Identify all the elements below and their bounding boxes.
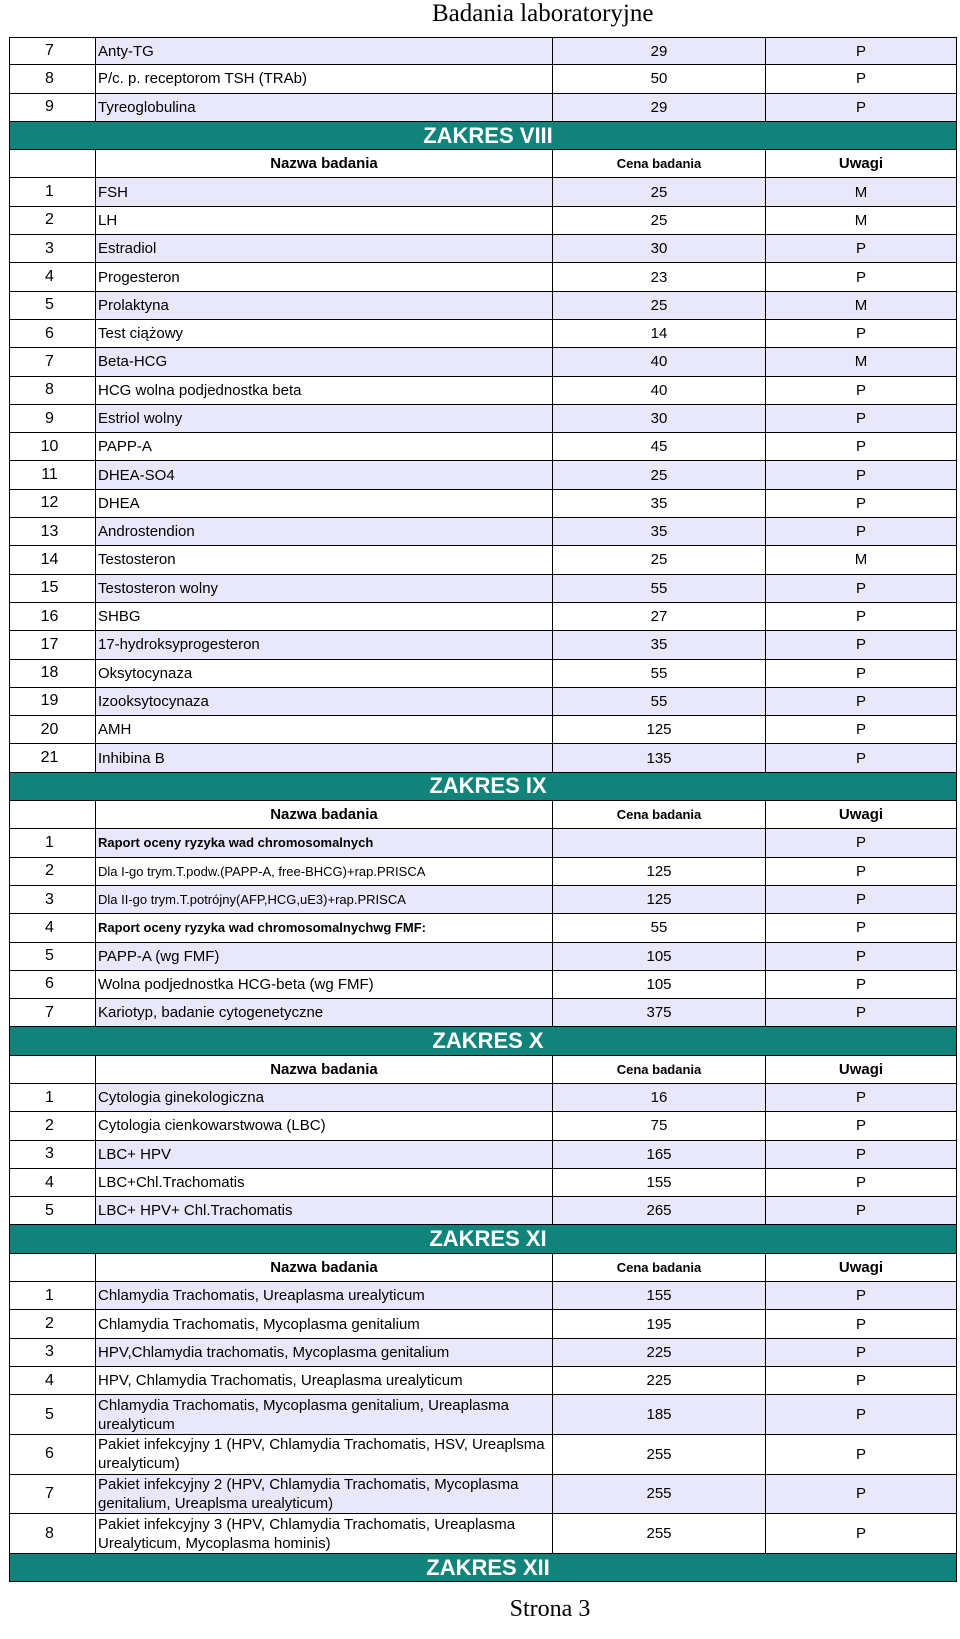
row-number: 6 (45, 975, 54, 993)
table-row (9, 858, 957, 886)
column-header-price: Cena badania (552, 1056, 765, 1083)
test-notes: P (765, 94, 956, 121)
column-header-row (9, 1056, 957, 1084)
table-row (9, 1169, 957, 1197)
test-name: PAPP-A (wg FMF) (95, 943, 552, 970)
test-notes: P (765, 1282, 956, 1309)
row-number: 7 (45, 352, 54, 370)
test-name: PAPP-A (95, 433, 552, 460)
column-header-name: Nazwa badania (95, 150, 552, 177)
row-number: 17 (40, 635, 59, 653)
test-notes: M (765, 292, 956, 319)
test-name: 17-hydroksyprogesteron (95, 631, 552, 658)
row-number: 18 (40, 664, 59, 682)
column-header-name: Nazwa badania (95, 1056, 552, 1083)
test-price: 125 (552, 886, 765, 913)
test-name: Progesteron (95, 263, 552, 290)
test-price: 105 (552, 943, 765, 970)
test-notes: P (765, 490, 956, 517)
table-row (9, 1367, 957, 1395)
test-price: 255 (552, 1475, 765, 1514)
test-notes: P (765, 235, 956, 262)
row-number: 7 (45, 1003, 54, 1021)
test-name: HPV, Chlamydia Trachomatis, Ureaplasma urealyticum (95, 1367, 552, 1394)
row-number: 5 (45, 1201, 54, 1219)
row-number: 3 (45, 890, 54, 908)
test-name: Anty-TG (95, 38, 552, 64)
test-notes: P (765, 1395, 956, 1434)
row-number: 9 (45, 409, 54, 427)
test-price: 375 (552, 999, 765, 1026)
test-price: 25 (552, 178, 765, 205)
test-price: 105 (552, 971, 765, 998)
test-price: 135 (552, 744, 765, 771)
row-number: 4 (45, 1371, 54, 1389)
column-header-number (10, 150, 95, 177)
table-row (9, 1282, 957, 1310)
column-header-price: Cena badania (552, 150, 765, 177)
test-notes: P (765, 263, 956, 290)
test-name: Test ciążowy (95, 320, 552, 347)
table-row (9, 688, 957, 716)
test-notes: P (765, 943, 956, 970)
row-number: 1 (45, 1286, 54, 1304)
test-notes: P (765, 914, 956, 941)
test-notes: P (765, 1310, 956, 1337)
test-name: DHEA (95, 490, 552, 517)
row-number: 8 (45, 1524, 54, 1542)
test-name: Estradiol (95, 235, 552, 262)
test-notes: P (765, 1112, 956, 1139)
test-price: 50 (552, 65, 765, 92)
test-name: Cytologia cienkowarstwowa (LBC) (95, 1112, 552, 1139)
column-header-number (10, 1254, 95, 1281)
row-number: 5 (45, 296, 54, 314)
test-price: 55 (552, 688, 765, 715)
test-notes: P (765, 1514, 956, 1553)
section-title: ZAKRES X (9, 1027, 957, 1055)
test-price: 25 (552, 546, 765, 573)
test-notes: P (765, 433, 956, 460)
test-name: Wolna podjednostka HCG-beta (wg FMF) (95, 971, 552, 998)
test-price: 29 (552, 38, 765, 64)
test-price: 25 (552, 461, 765, 488)
row-number: 7 (45, 42, 54, 60)
table-row (9, 716, 957, 744)
test-notes: P (765, 999, 956, 1026)
test-notes: P (765, 405, 956, 432)
test-price: 25 (552, 292, 765, 319)
table-row (9, 292, 957, 320)
test-notes: P (765, 1367, 956, 1394)
test-name: Oksytocynaza (95, 660, 552, 687)
test-notes: P (765, 631, 956, 658)
test-price: 225 (552, 1339, 765, 1366)
test-price: 55 (552, 660, 765, 687)
table-row (9, 235, 957, 263)
test-notes: M (765, 348, 956, 375)
test-name: HPV,Chlamydia trachomatis, Mycoplasma genitalium (95, 1339, 552, 1366)
table-row (9, 943, 957, 971)
row-number: 3 (45, 239, 54, 257)
test-price: 255 (552, 1435, 765, 1474)
section-title: ZAKRES IX (9, 773, 957, 801)
table-row (9, 263, 957, 291)
test-name: SHBG (95, 603, 552, 630)
table-row (9, 575, 957, 603)
table-row (9, 914, 957, 942)
page-header (0, 0, 960, 36)
test-name: LBC+Chl.Trachomatis (95, 1169, 552, 1196)
test-price: 265 (552, 1197, 765, 1224)
test-notes: P (765, 971, 956, 998)
row-number: 2 (45, 862, 54, 880)
test-notes: P (765, 38, 956, 64)
row-number: 8 (45, 69, 54, 87)
test-price: 35 (552, 631, 765, 658)
test-notes: M (765, 207, 956, 234)
column-header-row (9, 1254, 957, 1282)
test-name: LBC+ HPV (95, 1141, 552, 1168)
test-notes: P (765, 518, 956, 545)
test-price: 55 (552, 575, 765, 602)
table-row (9, 37, 957, 65)
row-number: 8 (45, 381, 54, 399)
test-price: 35 (552, 490, 765, 517)
test-notes: P (765, 575, 956, 602)
test-name: Dla I-go trym.T.podw.(PAPP-A, free-BHCG)+rap.PRISCA (95, 858, 552, 885)
table-row (9, 971, 957, 999)
column-header-row (9, 150, 957, 178)
test-notes: P (765, 1084, 956, 1111)
row-number: 2 (45, 1116, 54, 1134)
test-price: 165 (552, 1141, 765, 1168)
test-price: 155 (552, 1169, 765, 1196)
test-notes: P (765, 1435, 956, 1474)
test-name: Raport oceny ryzyka wad chromosomalnychwg FMF: (95, 914, 552, 941)
test-notes: P (765, 688, 956, 715)
column-header-price: Cena badania (552, 1254, 765, 1281)
test-name: Beta-HCG (95, 348, 552, 375)
test-name: AMH (95, 716, 552, 743)
row-number: 5 (45, 1405, 54, 1423)
test-notes: P (765, 1339, 956, 1366)
test-price: 27 (552, 603, 765, 630)
column-header-notes: Uwagi (765, 1056, 956, 1083)
test-price (552, 829, 765, 856)
row-number: 5 (45, 947, 54, 965)
table-row (9, 348, 957, 376)
test-notes: P (765, 320, 956, 347)
table-row (9, 999, 957, 1027)
test-notes: P (765, 716, 956, 743)
test-price: 16 (552, 1084, 765, 1111)
test-price: 30 (552, 235, 765, 262)
row-number: 12 (40, 494, 59, 512)
row-number: 4 (45, 1173, 54, 1191)
test-price: 30 (552, 405, 765, 432)
test-notes: P (765, 858, 956, 885)
column-header-name: Nazwa badania (95, 801, 552, 828)
test-notes: P (765, 660, 956, 687)
row-number: 3 (45, 1343, 54, 1361)
row-number: 7 (45, 1484, 54, 1502)
section-title: ZAKRES XI (9, 1225, 957, 1253)
test-name: DHEA-SO4 (95, 461, 552, 488)
table-row (9, 94, 957, 122)
test-notes: P (765, 1141, 956, 1168)
test-name: P/c. p. receptorom TSH (TRAb) (95, 65, 552, 92)
row-number: 4 (45, 268, 54, 286)
test-notes: P (765, 1197, 956, 1224)
test-name: Estriol wolny (95, 405, 552, 432)
test-notes: P (765, 377, 956, 404)
test-price: 75 (552, 1112, 765, 1139)
row-number: 2 (45, 1315, 54, 1332)
test-name: Cytologia ginekologiczna (95, 1084, 552, 1111)
row-number: 9 (45, 98, 54, 116)
section-title: ZAKRES VIII (9, 122, 957, 150)
test-notes: P (765, 461, 956, 488)
test-notes: P (765, 886, 956, 913)
table-row (9, 1197, 957, 1225)
table-row (9, 603, 957, 631)
test-notes: M (765, 546, 956, 573)
test-price: 125 (552, 716, 765, 743)
row-number: 1 (45, 183, 54, 201)
table-row (9, 405, 957, 433)
test-price: 195 (552, 1310, 765, 1337)
page-number: Strona 3 (509, 1596, 591, 1622)
page-title: Badania laboratoryjne (432, 0, 654, 27)
test-price: 25 (552, 207, 765, 234)
test-notes: P (765, 829, 956, 856)
row-number: 16 (40, 607, 59, 625)
column-header-row (9, 801, 957, 829)
test-name: Prolaktyna (95, 292, 552, 319)
test-notes: P (765, 603, 956, 630)
row-number: 13 (40, 522, 59, 540)
test-name: Tyreoglobulina (95, 94, 552, 121)
test-notes: P (765, 1169, 956, 1196)
test-name: Chlamydia Trachomatis, Ureaplasma urealyticum (95, 1282, 552, 1309)
table-row (9, 178, 957, 206)
table-row (9, 1084, 957, 1112)
row-number: 6 (45, 1445, 54, 1463)
table-row (9, 829, 957, 857)
test-name: Testosteron (95, 546, 552, 573)
row-number: 2 (45, 211, 54, 229)
table-row (9, 207, 957, 235)
table-row (9, 660, 957, 688)
test-price: 23 (552, 263, 765, 290)
test-price: 40 (552, 348, 765, 375)
column-header-notes: Uwagi (765, 1254, 956, 1281)
row-number: 4 (45, 918, 54, 936)
row-number: 15 (40, 579, 59, 597)
table-row (9, 1339, 957, 1367)
table-row (9, 1141, 957, 1169)
column-header-notes: Uwagi (765, 801, 956, 828)
test-notes: P (765, 744, 956, 771)
table-row (9, 1514, 957, 1554)
table-row (9, 65, 957, 93)
column-header-notes: Uwagi (765, 150, 956, 177)
test-name: Chlamydia Trachomatis, Mycoplasma genitalium, Ureaplasma urealyticum (95, 1395, 552, 1434)
test-price: 255 (552, 1514, 765, 1553)
table-row (9, 433, 957, 461)
row-number: 14 (40, 550, 59, 568)
row-number: 1 (45, 833, 54, 851)
test-notes: M (765, 178, 956, 205)
test-name: Androstendion (95, 518, 552, 545)
test-name: Pakiet infekcyjny 1 (HPV, Chlamydia Trachomatis, HSV, Ureaplsma urealyticum) (95, 1435, 552, 1474)
table-row (9, 546, 957, 574)
row-number: 1 (45, 1088, 54, 1106)
test-name: Pakiet infekcyjny 3 (HPV, Chlamydia Trachomatis, Ureaplasma Urealyticum, Mycoplasma hominis) (95, 1514, 552, 1553)
price-table (9, 37, 957, 1582)
column-header-number (10, 1056, 95, 1083)
table-row (9, 744, 957, 772)
test-name: LBC+ HPV+ Chl.Trachomatis (95, 1197, 552, 1224)
test-price: 35 (552, 518, 765, 545)
test-price: 40 (552, 377, 765, 404)
table-row (9, 1112, 957, 1140)
test-price: 45 (552, 433, 765, 460)
test-name: Izooksytocynaza (95, 688, 552, 715)
table-row (9, 886, 957, 914)
row-number: 19 (40, 692, 59, 710)
test-name: Kariotyp, badanie cytogenetyczne (95, 999, 552, 1026)
test-price: 29 (552, 94, 765, 121)
row-number: 3 (45, 1145, 54, 1163)
table-row (9, 320, 957, 348)
test-name: Pakiet infekcyjny 2 (HPV, Chlamydia Trachomatis, Mycoplasma genitalium, Ureaplsma urealyticum) (95, 1475, 552, 1514)
table-row (9, 490, 957, 518)
table-row (9, 1435, 957, 1475)
table-row (9, 518, 957, 546)
row-number: 20 (40, 720, 59, 738)
test-price: 185 (552, 1395, 765, 1434)
row-number: 10 (40, 437, 59, 455)
row-number: 21 (40, 749, 59, 767)
test-notes: P (765, 1475, 956, 1514)
table-row (9, 461, 957, 489)
test-name: FSH (95, 178, 552, 205)
test-name: HCG wolna podjednostka beta (95, 377, 552, 404)
test-name: Testosteron wolny (95, 575, 552, 602)
column-header-price: Cena badania (552, 801, 765, 828)
test-name: Dla II-go trym.T.potrójny(AFP,HCG,uE3)+rap.PRISCA (95, 886, 552, 913)
table-row (9, 1310, 957, 1338)
row-number: 11 (41, 466, 58, 484)
page-footer (0, 1596, 960, 1623)
row-number: 6 (45, 324, 54, 342)
test-price: 155 (552, 1282, 765, 1309)
test-price: 125 (552, 858, 765, 885)
section-title: ZAKRES XII (9, 1554, 957, 1582)
table-row (9, 377, 957, 405)
test-name: LH (95, 207, 552, 234)
test-price: 55 (552, 914, 765, 941)
test-notes: P (765, 65, 956, 92)
test-name: Inhibina B (95, 744, 552, 771)
test-name: Chlamydia Trachomatis, Mycoplasma genitalium (95, 1310, 552, 1337)
test-price: 14 (552, 320, 765, 347)
table-row (9, 1395, 957, 1435)
table-row (9, 631, 957, 659)
column-header-name: Nazwa badania (95, 1254, 552, 1281)
table-row (9, 1475, 957, 1515)
test-name: Raport oceny ryzyka wad chromosomalnych (95, 829, 552, 856)
test-price: 225 (552, 1367, 765, 1394)
column-header-number (10, 801, 95, 828)
